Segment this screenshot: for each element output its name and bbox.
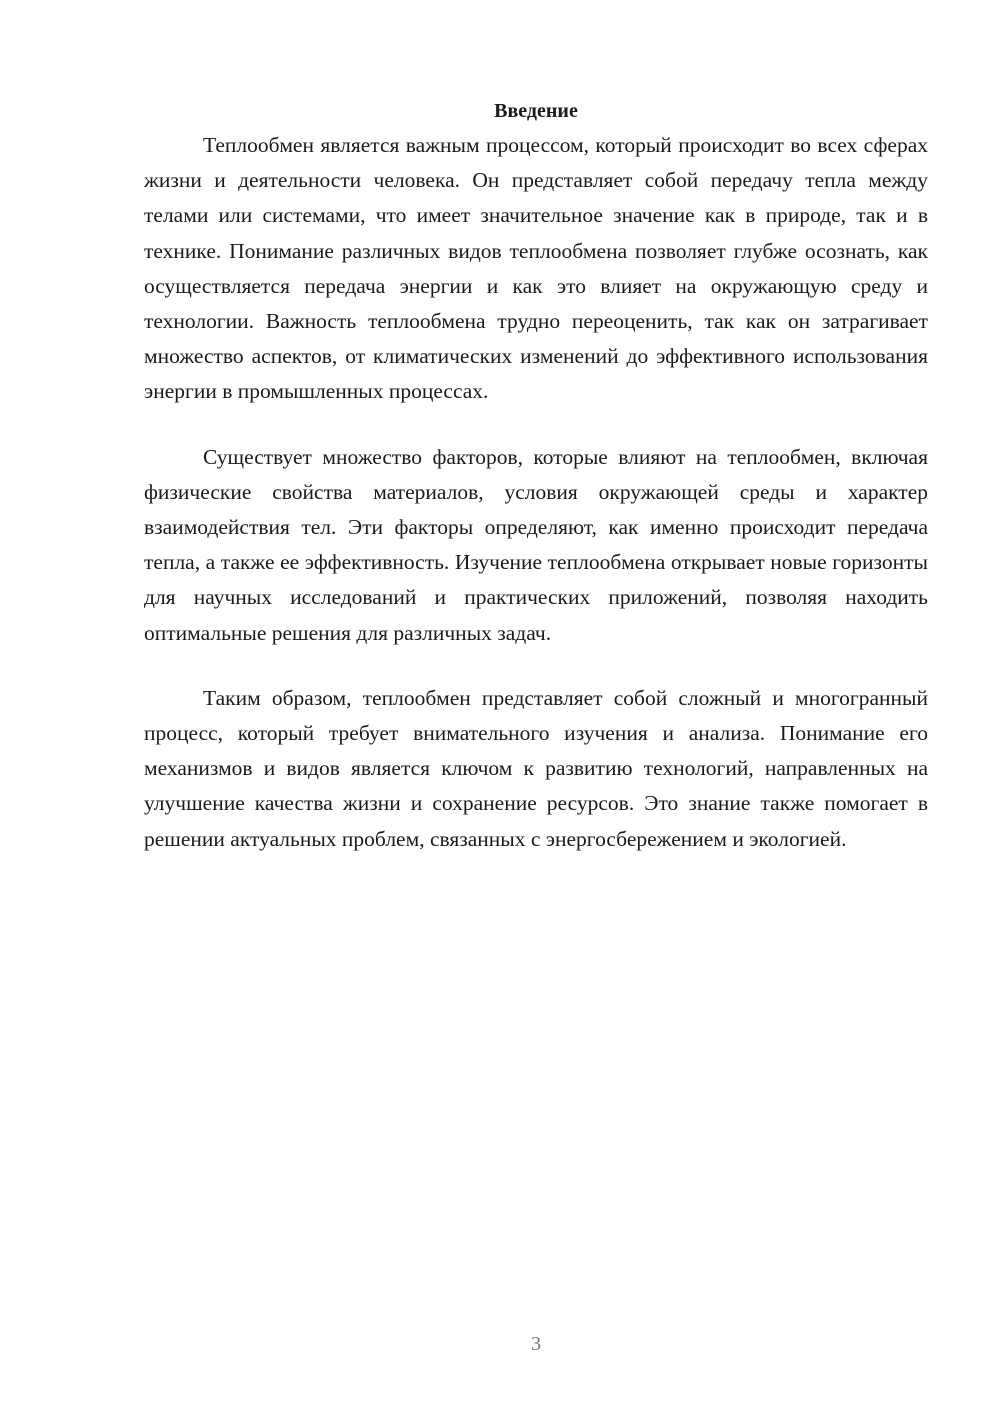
section-heading: Введение (494, 100, 578, 122)
paragraph-2: Существует множество факторов, которые влияют на теплообмен, включая физические свойства материалов, условия окружающей среды и характер взаимодействия тел. Эти факторы определяют, как именно происходит передача тепла, а также ее эффективность. Изучение теплообмена открывает новые горизонты для научных исследований и практических приложений, позволяя находить оптимальные решения для различных задач. (144, 444, 928, 645)
page-content (144, 94, 928, 857)
paragraph-3: Таким образом, теплообмен представляет собой сложный и многогранный процесс, который требует внимательного изучения и анализа. Понимание его механизмов и видов является ключом к развитию технологий, направленных на улучшение качества жизни и сохранение ресурсов. Это знание также помогает в решении актуальных проблем, связанных с энергосбережением и экологией. (144, 685, 928, 851)
paragraph-1: Теплообмен является важным процессом, который происходит во всех сферах жизни и деятельности человека. Он представляет собой передачу тепла между телами или системами, что имеет значительное значение как в природе, так и в технике. Понимание различных видов теплообмена позволяет глубже осознать, как осуществляется передача энергии и как это влияет на окружающую среду и технологии. Важность теплообмена трудно переоценить, так как он затрагивает множество аспектов, от климатических изменений до эффективного использования энергии в промышленных процессах. (144, 133, 928, 404)
page-number: 3 (531, 1333, 541, 1355)
